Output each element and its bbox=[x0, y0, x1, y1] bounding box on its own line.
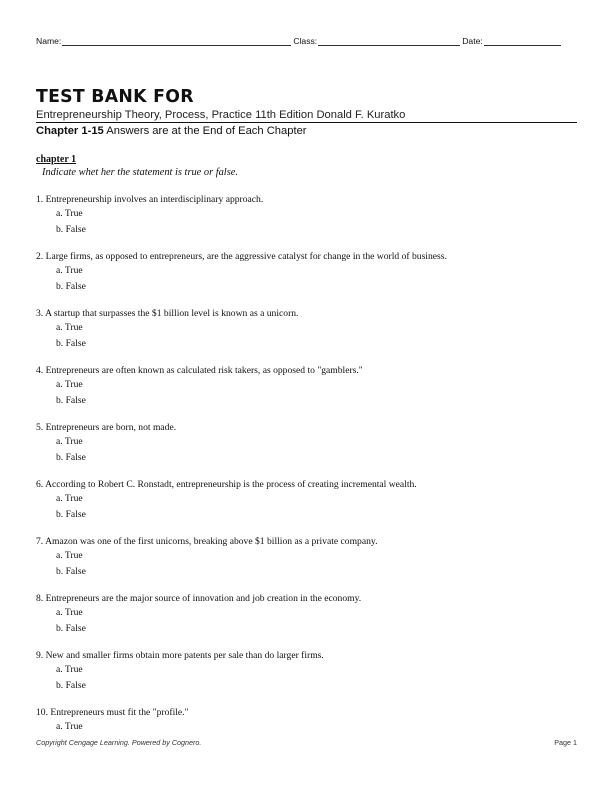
date-blank bbox=[484, 36, 561, 46]
question-stem: 1. Entrepreneurship involves an interdisciplinary approach. bbox=[36, 194, 264, 205]
chapter-range: Chapter 1-15 bbox=[36, 125, 104, 137]
question-stem: 4. Entrepreneurs are often known as calculated risk takers, as opposed to "gamblers." bbox=[36, 365, 363, 376]
option-a: a. True bbox=[56, 265, 83, 276]
option-b: b. False bbox=[56, 223, 86, 235]
question-item bbox=[36, 707, 577, 735]
question-stem: 7. Amazon was one of the first unicorns, breaking above $1 billion as a private company. bbox=[36, 536, 378, 547]
option-b: b. False bbox=[56, 280, 86, 292]
option-a: a. True bbox=[56, 550, 83, 561]
option-b: b. False bbox=[56, 337, 86, 349]
option-a: a. True bbox=[56, 208, 83, 219]
option-a: a. True bbox=[56, 493, 83, 504]
question-item bbox=[36, 536, 577, 593]
question-item bbox=[36, 365, 577, 422]
option-b: b. False bbox=[56, 451, 86, 463]
question-stem: 3. A startup that surpasses the $1 billion level is known as a unicorn. bbox=[36, 308, 299, 319]
class-label: Class: bbox=[293, 36, 318, 46]
section-heading: chapter 1 bbox=[36, 154, 77, 165]
chapter-note: Answers are at the End of Each Chapter bbox=[103, 125, 307, 137]
chapter-range-line bbox=[36, 125, 307, 137]
copyright-text: Copyright Cengage Learning. Powered by Cognero. bbox=[36, 738, 202, 747]
question-stem: 2. Large firms, as opposed to entrepreneurs, are the aggressive catalyst for change in the world of business. bbox=[36, 251, 447, 262]
question-item bbox=[36, 422, 577, 479]
student-info-header bbox=[36, 36, 577, 46]
book-subtitle: Entrepreneurship Theory, Process, Practice 11th Edition Donald F. Kuratko bbox=[36, 109, 577, 123]
name-label: Name: bbox=[36, 36, 62, 46]
question-item bbox=[36, 194, 577, 251]
question-item bbox=[36, 479, 577, 536]
option-b: b. False bbox=[56, 508, 86, 520]
question-stem: 9. New and smaller firms obtain more patents per sale than do larger firms. bbox=[36, 650, 324, 661]
page-number: Page 1 bbox=[554, 738, 577, 747]
option-a: a. True bbox=[56, 379, 83, 390]
question-item bbox=[36, 650, 577, 707]
name-blank bbox=[62, 36, 291, 46]
option-b: b. False bbox=[56, 565, 86, 577]
page-title: TEST BANK FOR bbox=[36, 86, 194, 107]
question-item bbox=[36, 251, 577, 308]
section-instruction: Indicate whet her the statement is true or false. bbox=[42, 167, 238, 178]
option-a: a. True bbox=[56, 607, 83, 618]
question-stem: 5. Entrepreneurs are born, not made. bbox=[36, 422, 177, 433]
question-list bbox=[36, 194, 577, 735]
question-item bbox=[36, 593, 577, 650]
question-stem: 6. According to Robert C. Ronstadt, entrepreneurship is the process of creating incremental wealth. bbox=[36, 479, 417, 490]
option-b: b. False bbox=[56, 679, 86, 691]
class-blank bbox=[318, 36, 460, 46]
option-b: b. False bbox=[56, 394, 86, 406]
page-footer bbox=[36, 738, 577, 747]
question-stem: 10. Entrepreneurs must fit the "profile." bbox=[36, 707, 189, 718]
option-a: a. True bbox=[56, 436, 83, 447]
option-a: a. True bbox=[56, 721, 83, 732]
question-item bbox=[36, 308, 577, 365]
option-a: a. True bbox=[56, 664, 83, 675]
option-a: a. True bbox=[56, 322, 83, 333]
date-label: Date: bbox=[462, 36, 483, 46]
option-b: b. False bbox=[56, 622, 86, 634]
question-stem: 8. Entrepreneurs are the major source of innovation and job creation in the economy. bbox=[36, 593, 362, 604]
